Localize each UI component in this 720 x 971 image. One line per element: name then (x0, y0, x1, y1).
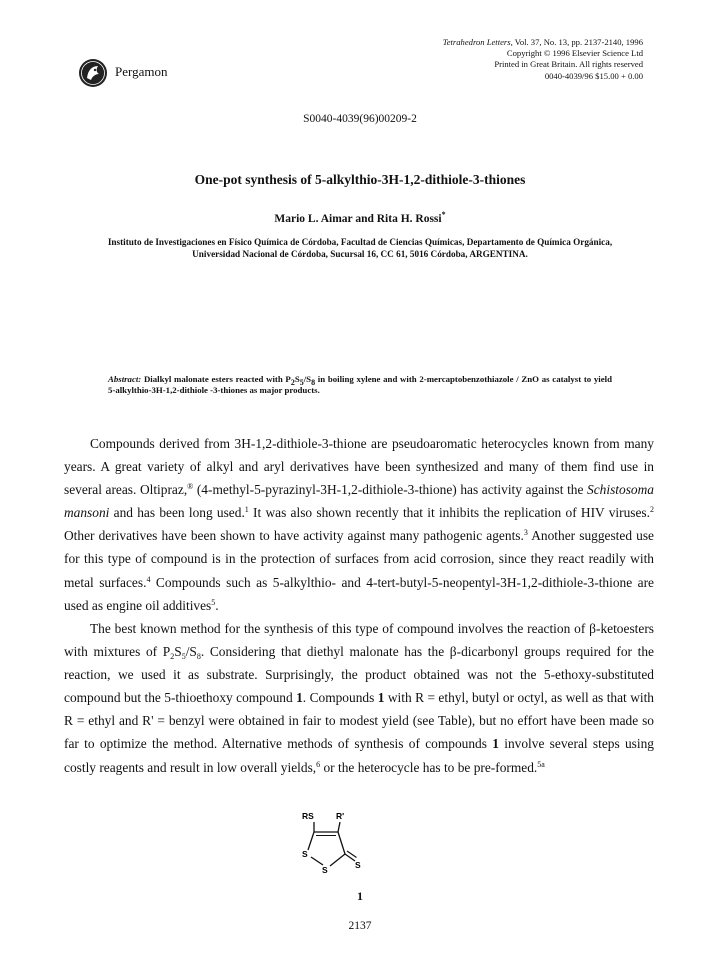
journal-name: Tetrahedron Letters, (442, 37, 513, 47)
printed-note: Printed in Great Britain. All rights reserved (494, 59, 643, 70)
publisher-name: Pergamon (115, 64, 168, 79)
ref-2: 2 (650, 505, 654, 515)
compound-ref: 1 (296, 690, 303, 706)
copyright: Copyright © 1996 Elsevier Science Ltd (506, 48, 643, 59)
body-paragraph-1: Compounds derived from 3H-1,2-dithiole-3-thione are pseudoaromatic heterocycles known from many years. A great variety of alkyl and aryl derivatives have been synthesized and many of them find use in several areas. Oltipraz,® (4-methyl-5-pyrazinyl-3H-1,2-dithiole-3-thione) has activity against the Schistosoma mansoni and has been long used.$^1$ It was also shown recently that it inhibits the replication of HIV viruses.$^2$ Other derivatives have been shown to have activity against many pathogenic agents.$^3$ Another suggested use for this type of compound is in the protection of surfaces from acid corrosion, since they react readily with metal surfaces.$^4$ Compounds such as 5-alkylthio- and 4-tert-butyl-5-neopentyl-3H-1,2-dithiole-3-thione are used as engine oil additives$^5$. (64, 436, 655, 613)
dithiolethione-structure (293, 812, 373, 882)
label-s-thione: S (355, 860, 361, 870)
ref-4: 4 (146, 574, 151, 584)
label-rs: RS (302, 812, 314, 821)
ref-5: 5 (211, 597, 216, 607)
ref-5a: 5a (537, 759, 545, 769)
article-title: One-pot synthesis of 5-alkylthio-3H-1,2-dithiole-3-thiones (194, 172, 526, 187)
bond-s1-c5 (308, 832, 314, 850)
author-mark: * (441, 210, 446, 219)
bond-c4-c3 (338, 832, 345, 854)
journal-info (443, 37, 643, 82)
authors: Mario L. Aimar and Rita H. Rossi* (274, 210, 446, 225)
label-s2: S (322, 865, 328, 875)
ref-3: 3 (523, 528, 528, 538)
bond-s1-s2 (311, 857, 323, 865)
species-name: Schistosoma mansoni (64, 482, 654, 521)
label-rprime: R' (336, 812, 345, 821)
compound-ref: 1 (492, 736, 499, 752)
journal-citation: Tetrahedron Letters, Vol. 37, No. 13, pp. 2137-2140, 1996 (442, 37, 643, 47)
affiliation: Instituto de Investigaciones en Físico Química de Córdoba, Facultad de Ciencias Químicas, Departamento de Química Orgánica, Universidad Nacional de Córdoba, Sucursal 16, CC 61, 5016 Córdoba, ARGENTINA. (107, 237, 613, 259)
ref-1: 1 (244, 505, 249, 515)
doi: S0040-4039(96)00209-2 (303, 113, 417, 125)
compound-number: 1 (357, 889, 363, 903)
page-number: 2137 (348, 920, 372, 932)
label-s1: S (302, 849, 308, 859)
ref-6: 6 (316, 759, 321, 769)
abstract-label: Abstract: (108, 374, 142, 384)
issn-price: 0040-4039/96 $15.00 + 0.00 (544, 70, 643, 81)
bond-c3-s2 (330, 854, 345, 866)
abstract: Abstract: Dialkyl malonate esters reacted with $P_2S_5/S_8$ in boiling xylene and with 2-mercaptobenzothiazole / ZnO as catalyst to yield 5-alkylthio-3H-1,2-dithiole -3-thiones as major products. (108, 374, 612, 395)
pergamon-logo-icon (78, 58, 108, 88)
body-paragraph-2: The best known method for the synthesis of this type of compound involves the reaction of β-ketoesters with mixtures of $P_2S_5/S_8$. Considering that diethyl malonate has the β-dicarbonyl groups required for the reaction, we used it as substrate. Surprisingly, the product obtained was not the 5-ethoxy-substituted compound but the 5-thioethoxy compound 1. Compounds 1 with R = ethyl, butyl or octyl, as well as that with R = ethyl and R' = benzyl were obtained in fair to modest yield (see Table), but no effort have been made so far to optimize the method. Alternative methods of synthesis of compounds 1 involve several steps using costly reagents and result in low overall yields,$^6$ or the heterocycle has to be pre-formed.$^{5a}$ (64, 621, 655, 775)
compound-ref: 1 (377, 690, 385, 706)
bond-rprime (338, 822, 340, 832)
